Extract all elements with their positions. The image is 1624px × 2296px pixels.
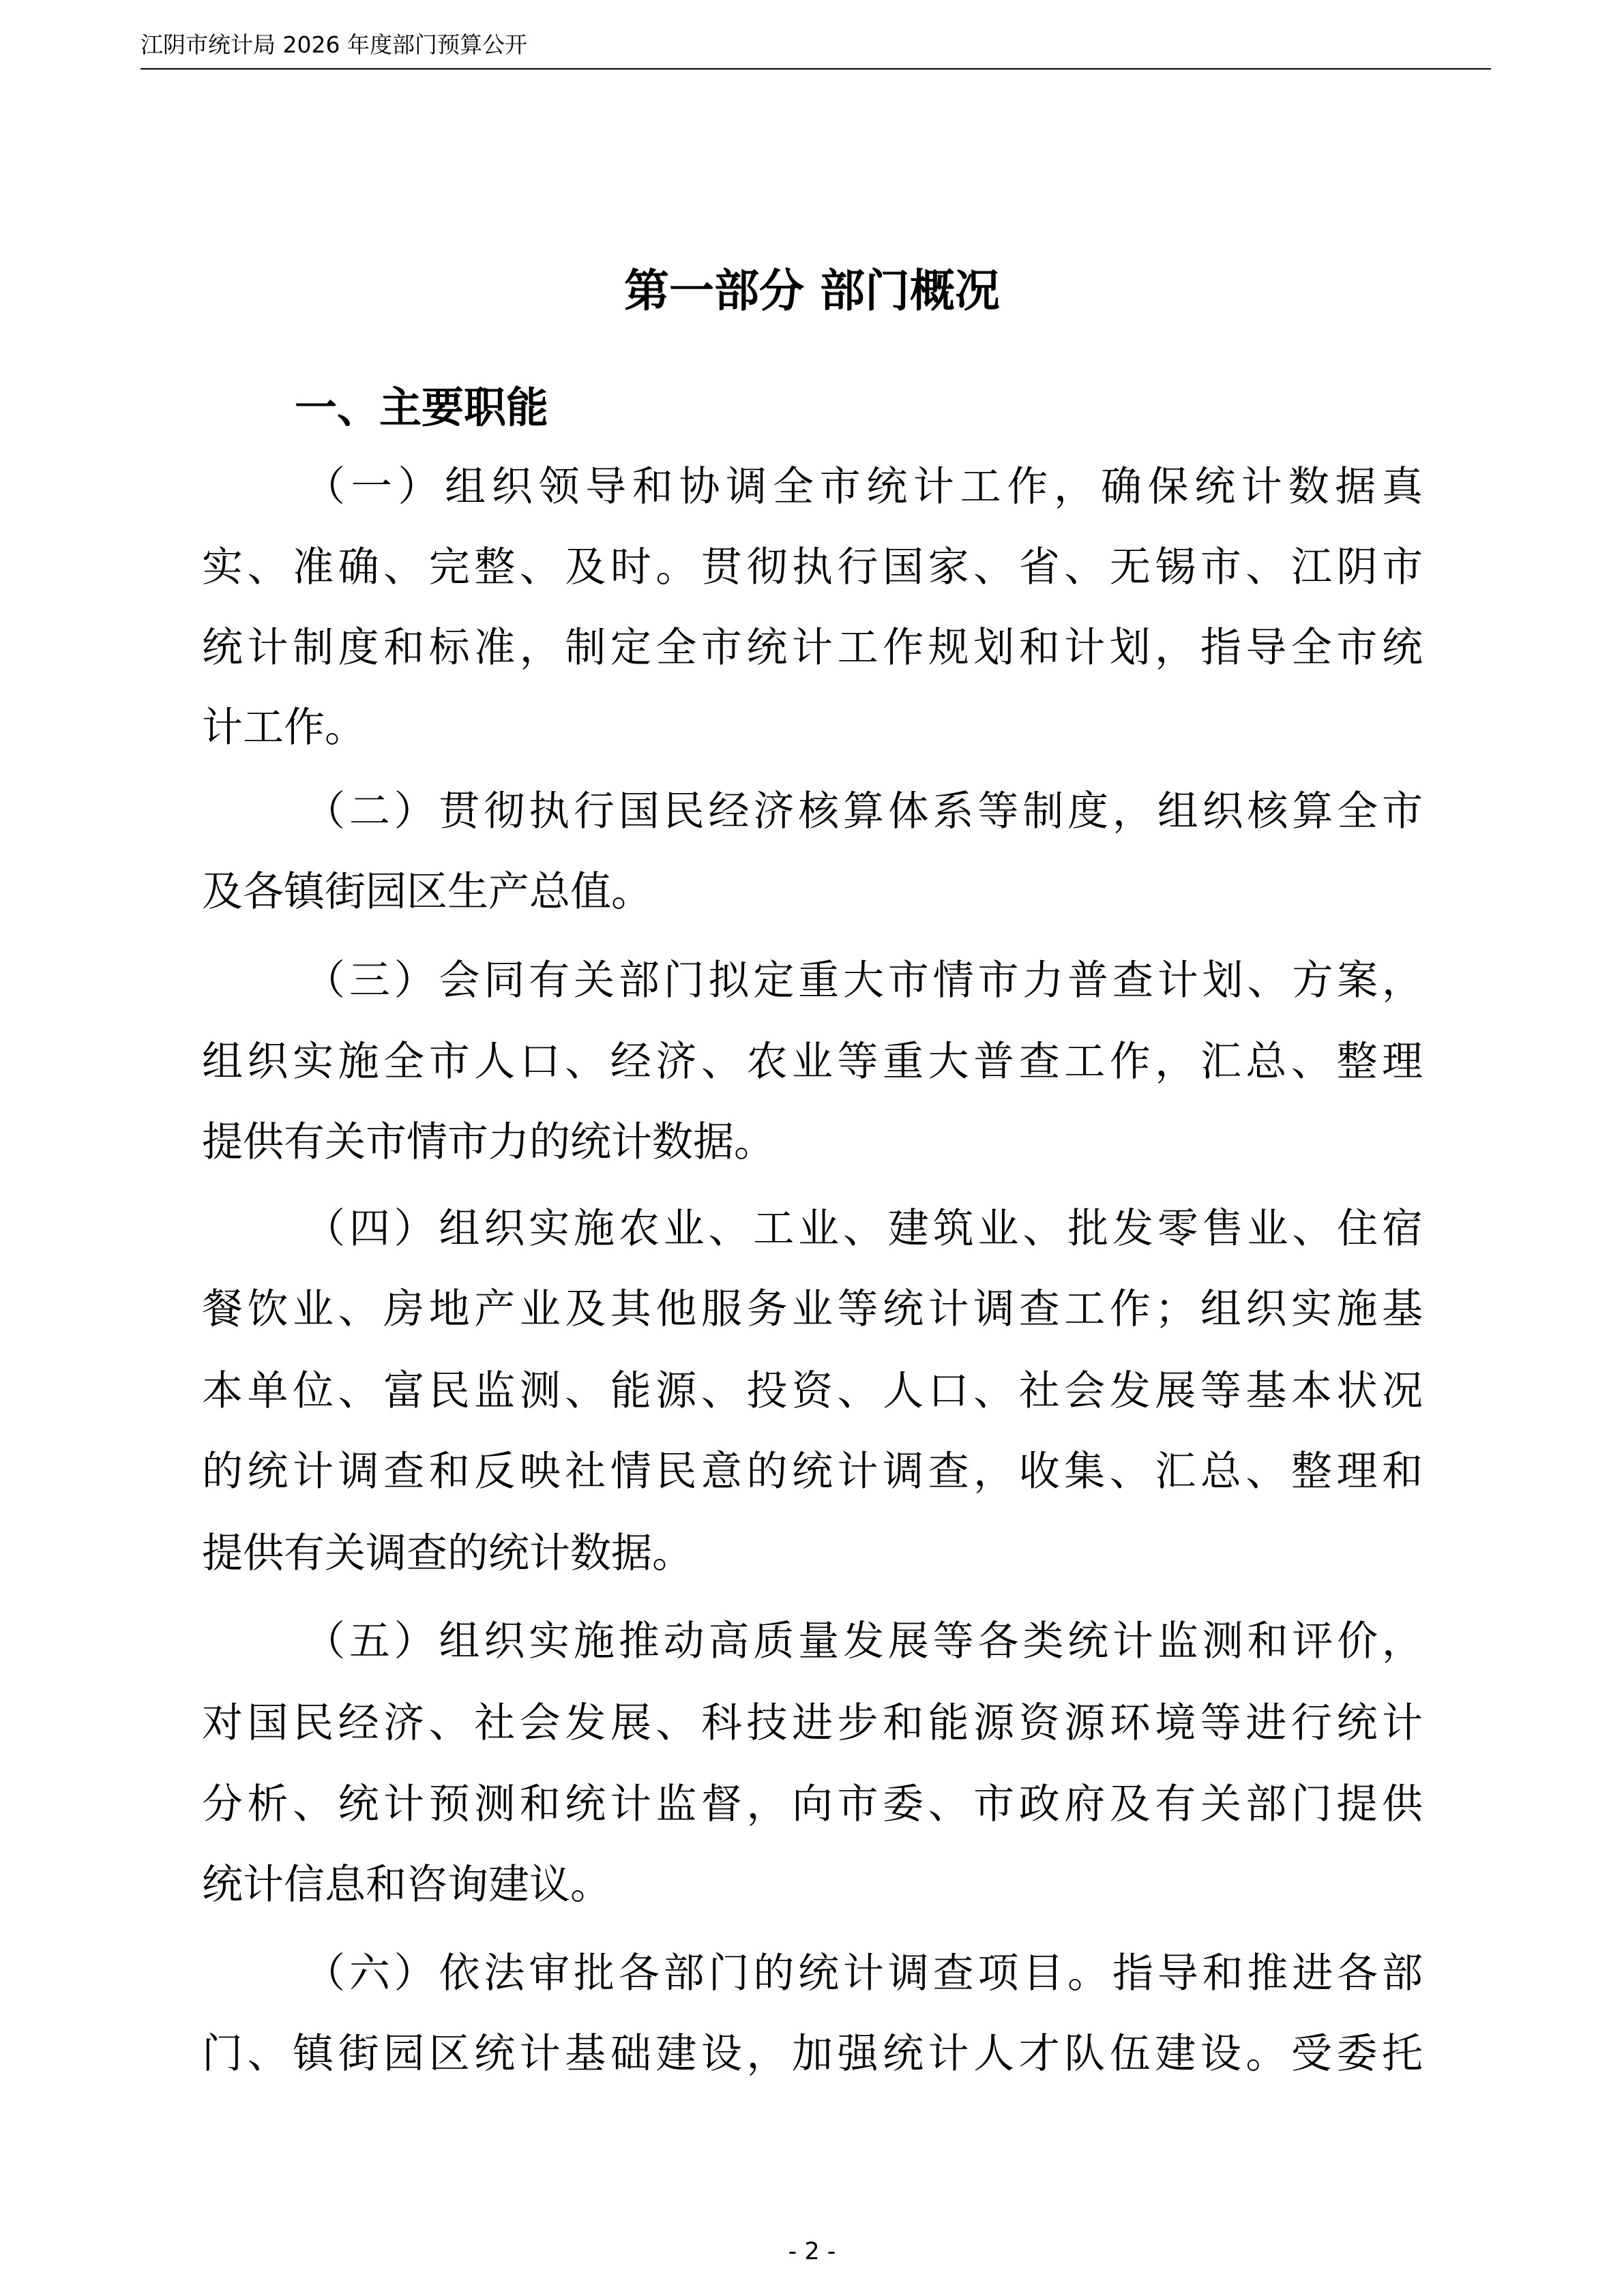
body-line: 餐饮业、房地产业及其他服务业等统计调查工作；组织实施基 <box>202 1285 1423 1333</box>
body-line: 统计信息和咨询建议。 <box>202 1861 611 1909</box>
page-number: - 2 - <box>788 2238 836 2265</box>
body-line: 提供有关调查的统计数据。 <box>202 1530 693 1577</box>
body-line: 实、准确、完整、及时。贯彻执行国家、省、无锡市、江阴市 <box>202 543 1423 591</box>
body-line: 门、镇街园区统计基础建设，加强统计人才队伍建设。受委托 <box>202 2030 1423 2078</box>
body-line: （四）组织实施农业、工业、建筑业、批发零售业、住宿 <box>304 1205 1423 1253</box>
header-rule <box>141 68 1491 70</box>
body-line: （六）依法审批各部门的统计调查项目。指导和推进各部 <box>304 1950 1423 1997</box>
body-line: 提供有关市情市力的统计数据。 <box>202 1118 775 1166</box>
body-line: 分析、统计预测和统计监督，向市委、市政府及有关部门提供 <box>202 1780 1423 1828</box>
body-line: 及各镇街园区生产总值。 <box>202 868 652 916</box>
body-line: 组织实施全市人口、经济、农业等重大普查工作，汇总、整理 <box>202 1038 1423 1086</box>
part-title: 第一部分 部门概况 <box>624 264 1000 317</box>
body-line: 的统计调查和反映社情民意的统计调查，收集、汇总、整理和 <box>202 1448 1423 1495</box>
section-heading-main-functions: 一、主要职能 <box>295 383 549 432</box>
body-line: （二）贯彻执行国民经济核算体系等制度，组织核算全市 <box>304 788 1423 835</box>
running-header: 江阴市统计局 2026 年度部门预算公开 <box>141 31 527 58</box>
body-line: 统计制度和标准，制定全市统计工作规划和计划，指导全市统 <box>202 624 1423 672</box>
body-line: （五）组织实施推动高质量发展等各类统计监测和评价， <box>304 1617 1423 1665</box>
body-line: （一）组织领导和协调全市统计工作，确保统计数据真 <box>304 463 1423 511</box>
body-line: （三）会同有关部门拟定重大市情市力普查计划、方案， <box>304 957 1423 1004</box>
body-line: 本单位、富民监测、能源、投资、人口、社会发展等基本状况 <box>202 1367 1423 1415</box>
body-line: 计工作。 <box>202 704 366 751</box>
body-line: 对国民经济、社会发展、科技进步和能源资源环境等进行统计 <box>202 1699 1423 1747</box>
